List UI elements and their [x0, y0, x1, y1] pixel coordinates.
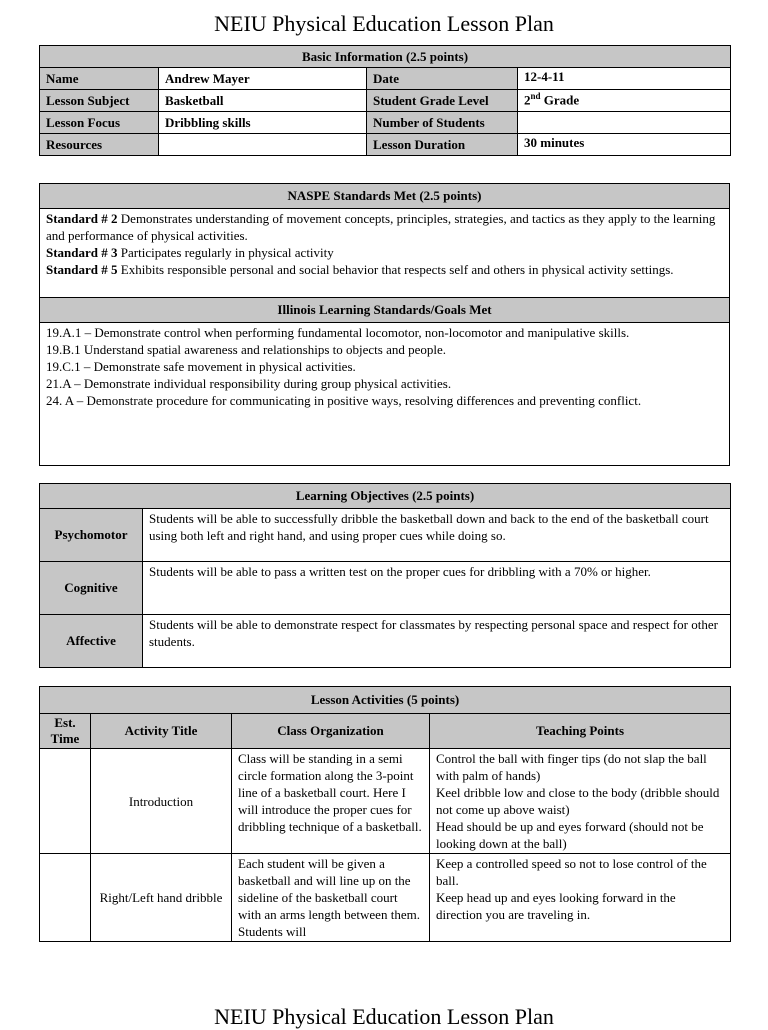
standards-table — [39, 183, 730, 466]
basic-information-table — [39, 45, 731, 156]
activity-time — [40, 749, 91, 854]
date-label: Date — [367, 68, 518, 90]
col-class-organization: Class Organization — [232, 714, 430, 749]
affective-text: Students will be able to demonstrate respect for classmates by respecting personal space and respect for other students. — [143, 615, 731, 668]
activities-header: Lesson Activities (5 points) — [40, 687, 731, 714]
illinois-standards — [40, 323, 730, 466]
objectives-header: Learning Objectives (2.5 points) — [40, 484, 731, 509]
lesson-duration-value: 30 minutes — [518, 134, 731, 156]
learning-objectives-table — [39, 483, 731, 668]
naspe-standards — [40, 209, 730, 298]
lesson-subject-value: Basketball — [159, 90, 367, 112]
name-label: Name — [40, 68, 159, 90]
table-row — [40, 615, 731, 668]
affective-label: Affective — [40, 615, 143, 668]
teaching-point: Keep a controlled speed so not to lose control of the ball. — [436, 856, 707, 888]
grade-level-label: Student Grade Level — [367, 90, 518, 112]
list-item: 19.C.1 – Demonstrate safe movement in physical activities. — [46, 359, 356, 374]
activity-title: Introduction — [91, 749, 232, 854]
table-row — [40, 68, 731, 90]
table-row — [40, 90, 731, 112]
activity-teaching-points — [430, 749, 731, 854]
number-of-students-label: Number of Students — [367, 112, 518, 134]
resources-label: Resources — [40, 134, 159, 156]
activity-time — [40, 854, 91, 942]
activity-organization: Class will be standing in a semi circle formation along the 3-point line of a basketball court. Here I will introduce the proper cues for dribbling technique of a basketball. — [232, 749, 430, 854]
date-value: 12-4-11 — [518, 68, 731, 90]
standard-label: Standard # 5 — [46, 262, 118, 277]
grade-suffix: nd — [530, 91, 541, 101]
list-item: 24. A – Demonstrate procedure for communicating in positive ways, resolving differences and preventing conflict. — [46, 393, 642, 408]
standard-item — [46, 210, 723, 244]
standard-text: Demonstrates understanding of movement concepts, principles, strategies, and tactics as they apply to the learning and performance of physical activities. — [46, 211, 716, 243]
lesson-focus-value: Dribbling skills — [159, 112, 367, 134]
name-value: Andrew Mayer — [159, 68, 367, 90]
standard-item — [46, 244, 723, 261]
table-row — [40, 562, 731, 615]
table-row — [40, 134, 731, 156]
table-row — [40, 854, 731, 942]
activity-title: Right/Left hand dribble — [91, 854, 232, 942]
teaching-point: Control the ball with finger tips (do not slap the ball with palm of hands) — [436, 751, 707, 783]
illinois-header: Illinois Learning Standards/Goals Met — [40, 298, 730, 323]
page-title: NEIU Physical Education Lesson Plan — [214, 11, 554, 36]
cognitive-text: Students will be able to pass a written test on the proper cues for dribbling with a 70% or higher. — [143, 562, 731, 615]
lesson-activities-table — [39, 686, 731, 942]
list-item: 19.A.1 – Demonstrate control when performing fundamental locomotor, non-locomotor and manipulative skills. — [46, 325, 630, 340]
grade-level-value — [518, 90, 731, 112]
teaching-point: Keel dribble low and close to the body (dribble should not come up above waist) — [436, 785, 720, 817]
number-of-students-value — [518, 112, 731, 134]
list-item: 19.B.1 Understand spatial awareness and relationships to objects and people. — [46, 342, 447, 357]
resources-value — [159, 134, 367, 156]
standard-label: Standard # 3 — [46, 245, 118, 260]
table-row — [40, 112, 731, 134]
grade-number: 2 — [524, 92, 531, 108]
standard-text: Exhibits responsible personal and social behavior that respects self and others in physical activity settings. — [117, 262, 674, 277]
lesson-duration-label: Lesson Duration — [367, 134, 518, 156]
activity-teaching-points — [430, 854, 731, 942]
table-row — [40, 749, 731, 854]
col-est-time: Est. Time — [40, 714, 91, 749]
list-item: 21.A – Demonstrate individual responsibility during group physical activities. — [46, 376, 452, 391]
lesson-subject-label: Lesson Subject — [40, 90, 159, 112]
basic-information-header: Basic Information (2.5 points) — [40, 46, 731, 68]
activity-organization: Each student will be given a basketball and will line up on the sideline of the basketball court with an arms length between them. Students will — [232, 854, 430, 942]
psychomotor-text: Students will be able to successfully dribble the basketball down and back to the end of the basketball court using both left and right hand, and using proper cues while doing so. — [143, 509, 731, 562]
standard-item — [46, 261, 723, 278]
standard-label: Standard # 2 — [46, 211, 118, 226]
next-page-title: NEIU Physical Education Lesson Plan — [214, 1004, 554, 1029]
lesson-focus-label: Lesson Focus — [40, 112, 159, 134]
col-teaching-points: Teaching Points — [430, 714, 731, 749]
standard-text: Participates regularly in physical activity — [117, 245, 334, 260]
grade-word: Grade — [540, 92, 580, 108]
teaching-point: Keep head up and eyes looking forward in the direction you are traveling in. — [436, 890, 676, 922]
table-row — [40, 509, 731, 562]
cognitive-label: Cognitive — [40, 562, 143, 615]
teaching-point: Head should be up and eyes forward (should not be looking down at the ball) — [436, 819, 704, 851]
naspe-header: NASPE Standards Met (2.5 points) — [40, 184, 730, 209]
psychomotor-label: Psychomotor — [40, 509, 143, 562]
col-activity-title: Activity Title — [91, 714, 232, 749]
